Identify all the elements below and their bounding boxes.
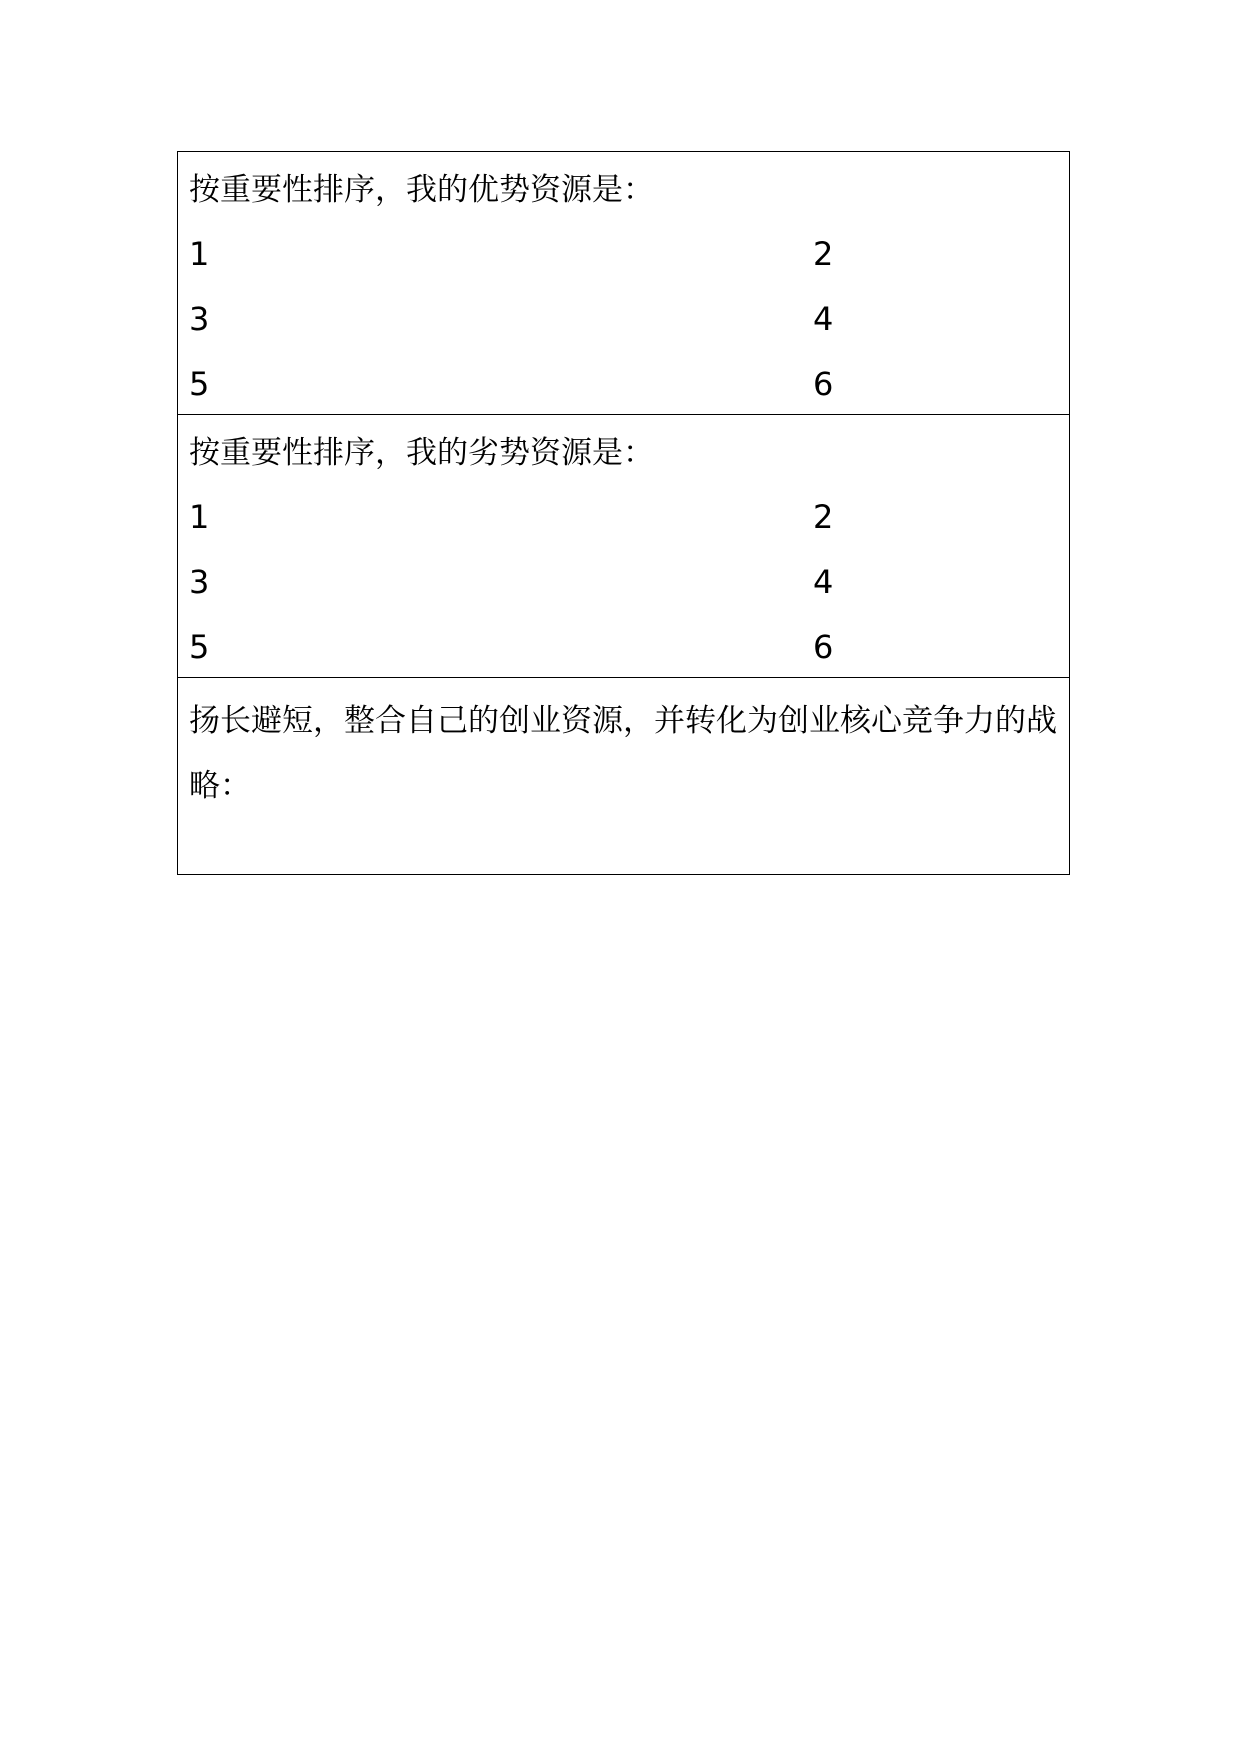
weakness-item-2: 2 [813,498,834,536]
strategy-section [178,678,1069,874]
strength-item-2: 2 [813,235,834,273]
strength-item-5: 5 [189,365,210,403]
strength-item-3: 3 [189,300,210,338]
weakness-item-4: 4 [813,563,834,601]
weakness-item-1: 1 [189,498,210,536]
resource-form-table [177,151,1070,875]
strategy-prompt: 扬长避短，整合自己的创业资源，并转化为创业核心竞争力的战略： [189,703,1057,804]
weakness-item-3: 3 [189,563,210,601]
weakness-item-5: 5 [189,628,210,666]
weaknesses-heading: 按重要性排序，我的劣势资源是： [189,435,654,471]
strength-item-6: 6 [813,365,834,403]
strengths-heading: 按重要性排序，我的优势资源是： [189,172,654,208]
weakness-item-6: 6 [813,628,834,666]
strength-item-1: 1 [189,235,210,273]
strength-item-4: 4 [813,300,834,338]
strengths-section [178,152,1069,415]
weaknesses-section [178,415,1069,678]
